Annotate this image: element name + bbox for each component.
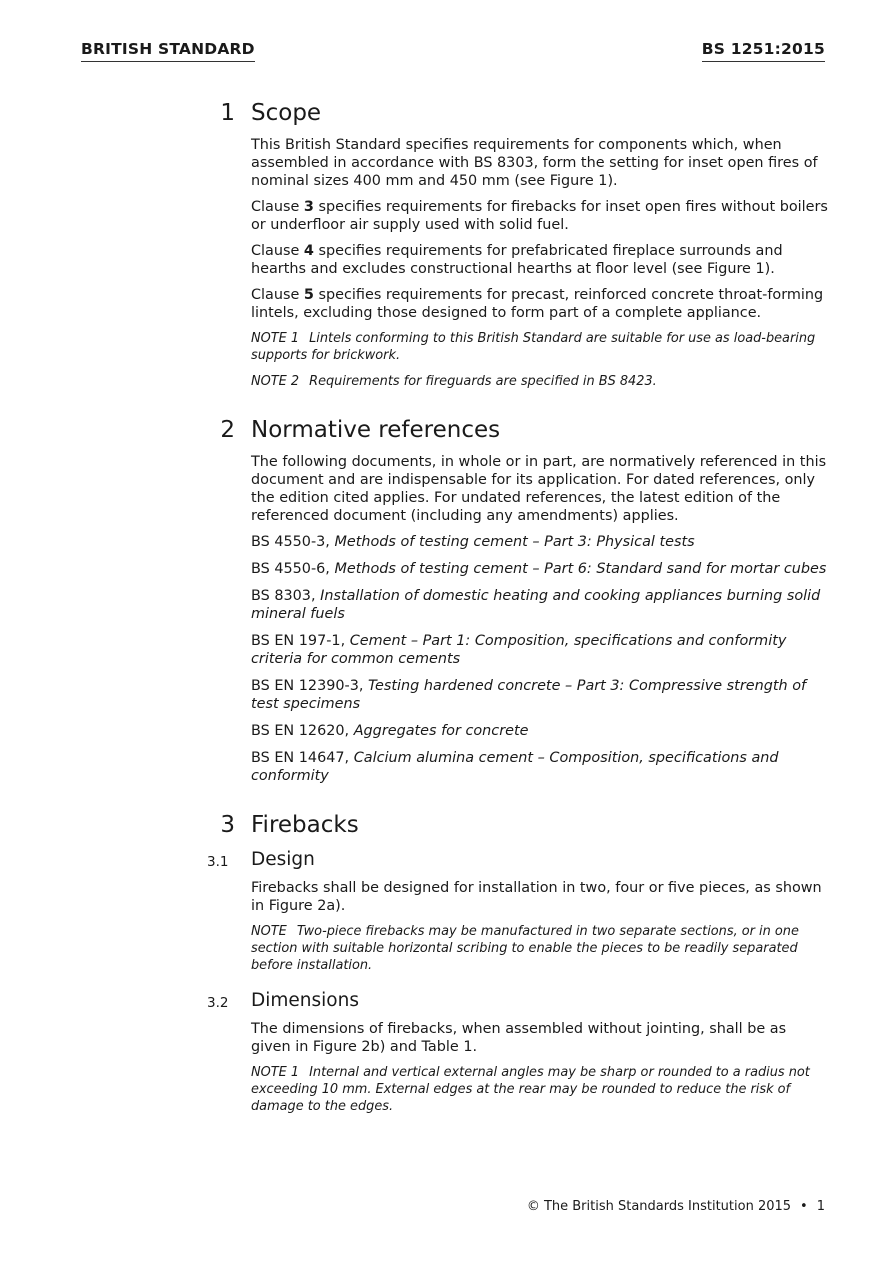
- paragraph: This British Standard specifies requirements for components which, when assembled in accordance with BS 8303, form the setting for inset open fires of nominal sizes 400 mm and 450 mm (see Figure 1).: [251, 137, 818, 189]
- reference-title: Methods of testing cement – Part 6: Standard sand for mortar cubes: [334, 561, 827, 577]
- reference-title: Installation of domestic heating and cooking appliances burning solid mineral fuels: [251, 588, 821, 622]
- reference-item: [251, 722, 829, 740]
- bullet-separator: •: [800, 1199, 808, 1214]
- text: Clause: [251, 243, 304, 259]
- clause-ref: 5: [303, 287, 314, 303]
- section-3-heading: [220, 810, 829, 840]
- section-number: 2: [220, 417, 235, 443]
- subsection-3-2-heading: [207, 989, 829, 1013]
- reference-id: BS EN 12390-3,: [251, 678, 369, 694]
- section-number: 1: [220, 100, 235, 126]
- note-text: Internal and vertical external angles may be sharp or rounded to a radius not exceeding 10 mm. External edges at the rear may be rounded to reduce the risk of damage to the edges.: [251, 1065, 810, 1114]
- header-right-standard-number: BS 1251:2015: [702, 40, 825, 62]
- subsection-number: 3.2: [207, 995, 229, 1011]
- reference-title: Testing hardened concrete – Part 3: Compressive strength of test specimens: [251, 678, 807, 712]
- reference-item: [251, 632, 829, 668]
- text: specifies requirements for firebacks for inset open fires without boilers or underfloor air supply used with solid fuel.: [251, 199, 828, 233]
- reference-item: [251, 533, 829, 551]
- clause-ref: 4: [303, 243, 314, 259]
- section-title: Normative references: [251, 417, 501, 443]
- note-text: Two-piece firebacks may be manufactured in two separate sections, or in one section with suitable horizontal scribing to enable the pieces to be readily separated before installation.: [251, 924, 799, 973]
- text: Clause: [251, 199, 304, 215]
- paragraph: The following documents, in whole or in part, are normatively referenced in this document and are indispensable for its application. For dated references, only the edition cited applies. For undated references, the latest edition of the referenced document (including any amendments) applies.: [251, 454, 827, 524]
- paragraph: [251, 198, 829, 234]
- note-label: NOTE 2: [251, 374, 300, 389]
- subsection-3-1-heading: [207, 848, 829, 872]
- header-left-title: BRITISH STANDARD: [81, 40, 255, 62]
- page-content: [207, 98, 829, 1124]
- reference-id: BS 8303,: [251, 588, 321, 604]
- note: [251, 330, 829, 364]
- reference-id: BS EN 197-1,: [251, 633, 350, 649]
- section-1-heading: [220, 98, 829, 128]
- reference-id: BS EN 14647,: [251, 750, 354, 766]
- text: Clause: [251, 287, 304, 303]
- section-title: Scope: [251, 100, 322, 126]
- page-footer: [527, 1199, 825, 1214]
- note-label: NOTE: [251, 924, 287, 939]
- paragraph: [251, 286, 829, 322]
- paragraph: Firebacks shall be designed for installation in two, four or five pieces, as shown in Figure 2a).: [251, 880, 822, 914]
- reference-id: BS EN 12620,: [251, 723, 354, 739]
- note: [251, 923, 829, 974]
- copyright-text: © The British Standards Institution 2015: [526, 1199, 792, 1214]
- reference-id: BS 4550-3,: [251, 534, 335, 550]
- note-text: Requirements for fireguards are specified in BS 8423.: [309, 374, 657, 389]
- reference-item: [251, 749, 829, 785]
- reference-item: [251, 560, 829, 578]
- note-label: NOTE 1: [251, 331, 300, 346]
- reference-title: Aggregates for concrete: [353, 723, 529, 739]
- section-2-heading: [220, 415, 829, 445]
- note: [251, 1064, 829, 1115]
- text: specifies requirements for prefabricated fireplace surrounds and hearths and excludes constructional hearths at floor level (see Figure 1).: [251, 243, 783, 277]
- text: specifies requirements for precast, reinforced concrete throat-forming lintels, excluding those designed to form part of a complete appliance.: [251, 287, 824, 321]
- paragraph: [251, 242, 829, 278]
- note: [251, 373, 829, 390]
- paragraph: The dimensions of firebacks, when assembled without jointing, shall be as given in Figure 2b) and Table 1.: [251, 1021, 787, 1055]
- section-number: 3: [220, 812, 235, 838]
- subsection-title: Dimensions: [251, 990, 359, 1011]
- reference-title: Calcium alumina cement – Composition, specifications and conformity: [251, 750, 779, 784]
- subsection-title: Design: [251, 849, 315, 870]
- reference-title: Cement – Part 1: Composition, specifications and conformity criteria for common cements: [251, 633, 787, 667]
- reference-item: [251, 587, 829, 623]
- reference-id: BS 4550-6,: [251, 561, 335, 577]
- subsection-number: 3.1: [207, 854, 229, 870]
- reference-title: Methods of testing cement – Part 3: Physical tests: [334, 534, 695, 550]
- note-text: Lintels conforming to this British Standard are suitable for use as load-bearing supports for brickwork.: [251, 331, 816, 363]
- note-label: NOTE 1: [251, 1065, 300, 1080]
- section-title: Firebacks: [251, 812, 359, 838]
- reference-item: [251, 677, 829, 713]
- page-number: 1: [816, 1199, 825, 1214]
- clause-ref: 3: [303, 199, 314, 215]
